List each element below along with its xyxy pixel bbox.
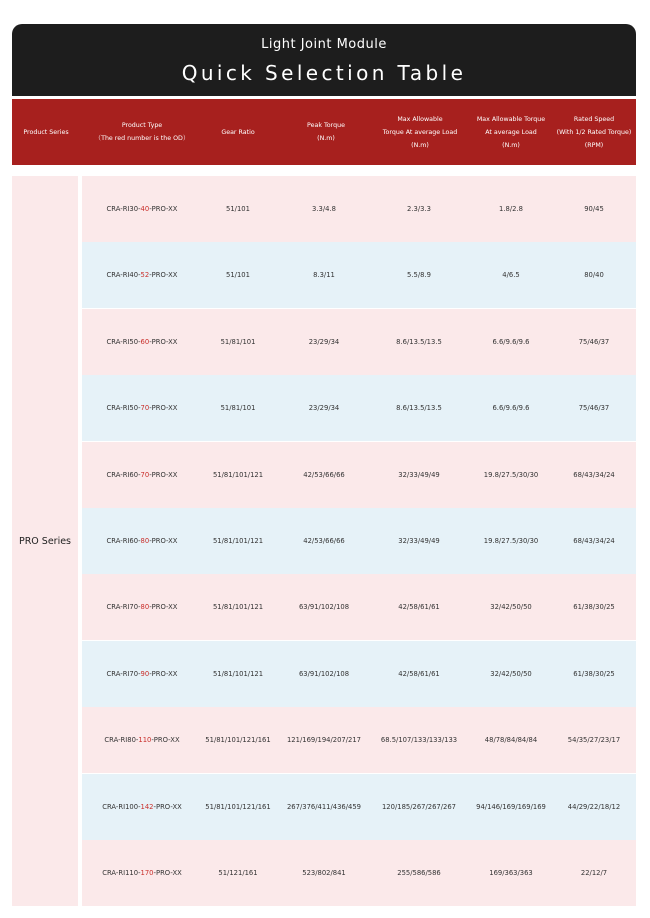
title-banner (12, 24, 636, 96)
table-row (82, 840, 636, 906)
peak-cell: 42/53/66/66 (303, 537, 345, 545)
max-torque-cell: 5.5/8.9 (407, 271, 431, 280)
table-row (82, 707, 636, 773)
header-line: (N.m) (317, 135, 335, 142)
table-row (82, 309, 636, 375)
speed-cell: 90/45 (584, 205, 604, 213)
ratio-cell: 51/81/101/121 (212, 470, 264, 479)
banner-title: Quick Selection Table (181, 61, 467, 85)
product-type-cell (82, 375, 202, 441)
product-type-suffix: -PRO-XX (149, 404, 178, 413)
header-line: (N.m) (502, 141, 520, 149)
product-type-cell (82, 309, 202, 375)
peak-cell: 267/376/411/436/459 (286, 802, 362, 811)
ratio-cell: 51/81/101 (220, 337, 256, 346)
max-avg-cell: 6.6/9.6/9.6 (492, 404, 530, 413)
header-peak-torque (284, 99, 368, 165)
speed-cell: 22/12/7 (580, 869, 608, 877)
header-line: (N.m) (411, 141, 429, 149)
product-type-prefix: CRA-RI80- (104, 736, 139, 745)
product-type-cell (82, 840, 202, 906)
product-type-cell (82, 242, 202, 308)
series-label: PRO Series (12, 176, 78, 906)
header-product-type (82, 99, 202, 165)
product-type-suffix: -PRO-XX (149, 337, 178, 346)
ratio-cell: 51/101 (226, 271, 250, 280)
product-type-cell (82, 508, 202, 574)
ratio-cell: 51/81/101/121 (212, 669, 264, 678)
peak-cell: 3.3/4.8 (312, 205, 336, 213)
header-max-allowable-avg (468, 99, 554, 165)
product-od-number: 170 (140, 869, 154, 877)
header-rated-speed (552, 99, 636, 165)
table-header (12, 99, 636, 165)
product-od-number: 70 (140, 404, 150, 413)
ratio-cell: 51/101 (226, 205, 250, 213)
max-avg-cell: 169/363/363 (489, 869, 533, 877)
header-line: Rated Speed (573, 115, 615, 123)
max-torque-cell: 2.3/3.3 (407, 205, 431, 213)
header-gear-ratio (202, 99, 274, 165)
product-type-suffix: -PRO-XX (149, 470, 178, 479)
product-type-suffix: -PRO-XX (153, 869, 182, 877)
product-od-number: 80 (140, 537, 150, 545)
product-type-prefix: CRA-RI40- (106, 271, 141, 280)
product-type-prefix: CRA-RI110- (102, 869, 141, 877)
product-type-cell (82, 442, 202, 508)
header-line: (With 1/2 Rated Torque) (556, 128, 632, 136)
speed-cell: 68/43/34/24 (573, 470, 615, 479)
product-type-prefix: CRA-RI50- (106, 404, 141, 413)
max-avg-cell: 6.6/9.6/9.6 (492, 337, 530, 346)
product-type-cell (82, 176, 202, 242)
product-od-number: 142 (140, 802, 154, 811)
max-avg-cell: 94/146/169/169/169 (476, 802, 546, 811)
product-type-suffix: -PRO-XX (151, 736, 180, 745)
header-line: (RPM) (584, 141, 604, 149)
product-type-prefix: CRA-RI50- (106, 337, 141, 346)
table-row (82, 242, 636, 308)
product-type-cell (82, 774, 202, 840)
product-od-number: 70 (140, 470, 150, 479)
peak-cell: 23/29/34 (308, 337, 340, 346)
product-type-prefix: CRA-RI100- (102, 802, 141, 811)
ratio-cell: 51/81/101/121/161 (205, 736, 271, 745)
ratio-cell: 51/121/161 (218, 869, 258, 877)
speed-cell: 75/46/37 (578, 404, 610, 413)
table-row (82, 574, 636, 640)
table-row (82, 375, 636, 441)
max-torque-cell: 42/58/61/61 (398, 669, 440, 678)
max-torque-cell: 32/33/49/49 (398, 537, 440, 545)
header-max-allowable-torque (374, 99, 466, 165)
max-avg-cell: 48/78/84/84/84 (484, 736, 538, 745)
product-od-number: 80 (140, 603, 150, 612)
product-type-suffix: -PRO-XX (149, 537, 178, 545)
speed-cell: 80/40 (584, 271, 604, 280)
header-line: At average Load (485, 128, 537, 136)
max-avg-cell: 19.8/27.5/30/30 (483, 470, 539, 479)
max-avg-cell: 1.8/2.8 (499, 205, 523, 213)
product-type-prefix: CRA-RI60- (106, 537, 141, 545)
table-row (82, 508, 636, 574)
header-line: （The red number is the OD） (94, 135, 190, 142)
max-torque-cell: 120/185/267/267/267 (381, 802, 457, 811)
ratio-cell: 51/81/101 (220, 404, 256, 413)
max-torque-cell: 255/586/586 (397, 869, 441, 877)
product-type-suffix: -PRO-XX (149, 271, 178, 280)
max-avg-cell: 19.8/27.5/30/30 (483, 537, 539, 545)
header-line: Peak Torque (307, 122, 345, 129)
peak-cell: 63/91/102/108 (298, 669, 350, 678)
product-od-number: 40 (140, 205, 150, 213)
product-type-suffix: -PRO-XX (149, 669, 178, 678)
max-torque-cell: 68.5/107/133/133/133 (380, 736, 458, 745)
header-line: Max Allowable (397, 115, 443, 123)
speed-cell: 68/43/34/24 (573, 537, 615, 545)
peak-cell: 8.3/11 (313, 271, 335, 280)
product-type-prefix: CRA-RI70- (106, 669, 141, 678)
product-type-prefix: CRA-RI30- (106, 205, 141, 213)
speed-cell: 61/38/30/25 (573, 603, 615, 612)
product-type-prefix: CRA-RI70- (106, 603, 141, 612)
peak-cell: 42/53/66/66 (303, 470, 345, 479)
ratio-cell: 51/81/101/121 (212, 603, 264, 612)
product-type-cell (82, 641, 202, 707)
product-type-prefix: CRA-RI60- (106, 470, 141, 479)
table-row (82, 774, 636, 840)
max-avg-cell: 32/42/50/50 (490, 603, 532, 612)
max-avg-cell: 32/42/50/50 (490, 669, 532, 678)
speed-cell: 61/38/30/25 (573, 669, 615, 678)
product-od-number: 60 (140, 337, 150, 346)
max-torque-cell: 8.6/13.5/13.5 (396, 404, 442, 413)
max-avg-cell: 4/6.5 (502, 271, 520, 280)
peak-cell: 523/802/841 (302, 869, 346, 877)
table-row (82, 176, 636, 242)
product-type-cell (82, 707, 202, 773)
ratio-cell: 51/81/101/121 (212, 537, 264, 545)
product-type-suffix: -PRO-XX (153, 802, 182, 811)
table-row (82, 442, 636, 508)
speed-cell: 44/29/22/18/12 (567, 802, 621, 811)
header-line: Max Allowable Torque (476, 115, 546, 123)
peak-cell: 121/169/194/207/217 (286, 736, 362, 745)
table-row (82, 641, 636, 707)
header-product-series (12, 99, 80, 165)
product-type-cell (82, 574, 202, 640)
banner-subtitle: Light Joint Module (261, 37, 387, 52)
peak-cell: 23/29/34 (308, 404, 340, 413)
header-line: Product Series (23, 128, 69, 136)
max-torque-cell: 32/33/49/49 (398, 470, 440, 479)
peak-cell: 63/91/102/108 (298, 603, 350, 612)
max-torque-cell: 42/58/61/61 (398, 603, 440, 612)
product-type-suffix: -PRO-XX (149, 603, 178, 612)
product-od-number: 90 (140, 669, 150, 678)
header-line: Torque At average Load (382, 128, 458, 136)
product-od-number: 52 (140, 271, 150, 280)
header-line: Product Type (121, 122, 163, 129)
ratio-cell: 51/81/101/121/161 (205, 802, 271, 811)
speed-cell: 75/46/37 (578, 337, 610, 346)
product-type-suffix: -PRO-XX (149, 205, 178, 213)
max-torque-cell: 8.6/13.5/13.5 (396, 337, 442, 346)
product-od-number: 110 (138, 736, 152, 745)
speed-cell: 54/35/27/23/17 (567, 736, 621, 745)
header-line: Gear Ratio (221, 128, 255, 136)
